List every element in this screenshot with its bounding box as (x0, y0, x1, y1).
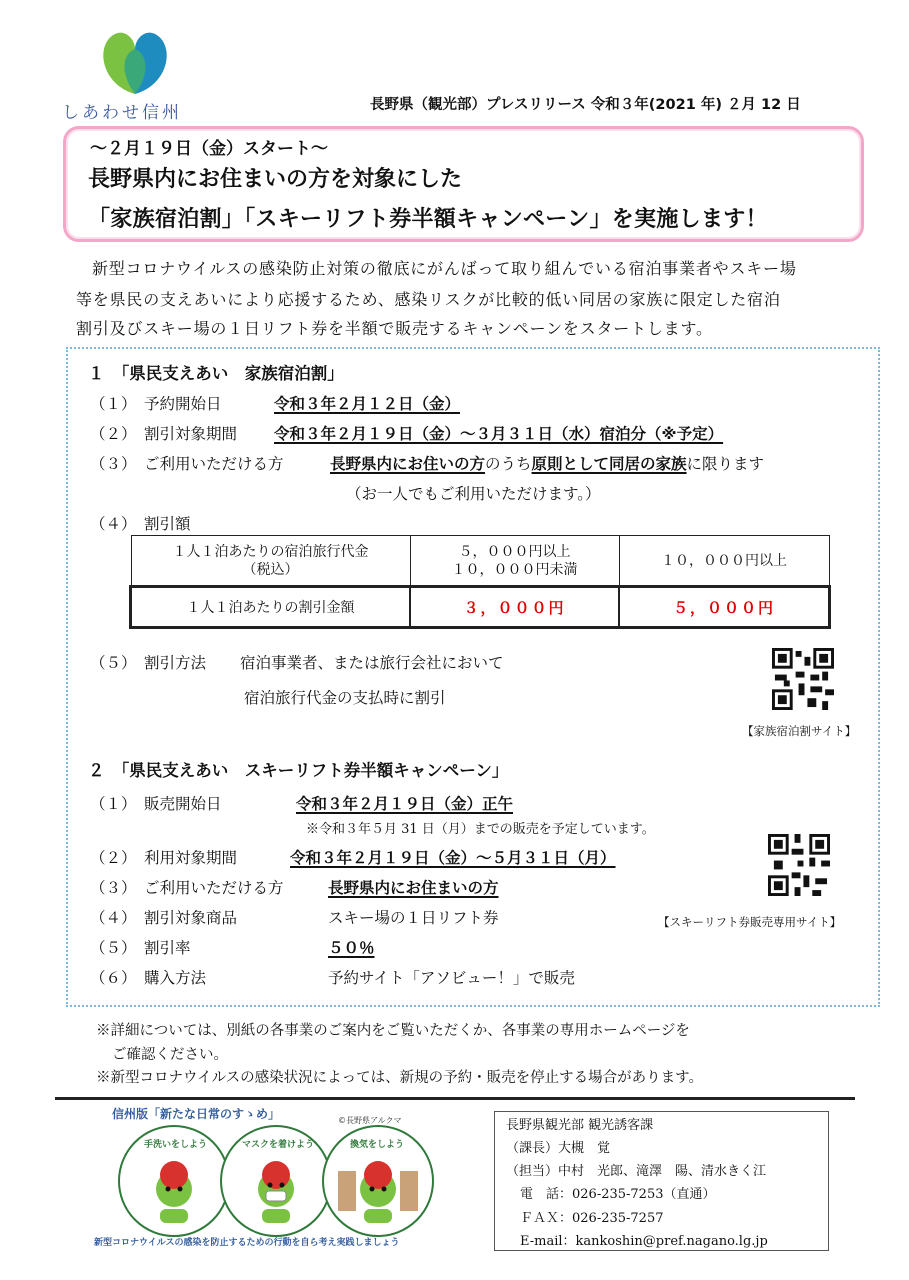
s1-item5-num: （５） (90, 654, 137, 672)
s2-item1-note: ※令和３年５月 31 日（月）までの販売を予定しています。 (306, 822, 655, 837)
contact-fax: ＦＡＸ：026-235-7257 (520, 1211, 664, 1226)
s2-qr-label: 【スキーリフト券販売専用サイト】 (658, 915, 842, 929)
s1-item2-label: 割引対象期間 (144, 425, 238, 443)
contact-chief: （課長）大槻 覚 (506, 1141, 611, 1156)
press-release-line: 長野県（観光部）プレスリリース 令和３年(2021 年) ２月 12 日 (370, 97, 801, 113)
s1-item3-value (330, 452, 764, 474)
mascot-handwash-illustration (118, 1125, 230, 1237)
s2-item6-value: 予約サイト「アソビュー！」で販売 (328, 969, 575, 987)
table-header-label-2: （税込） (242, 562, 299, 578)
mascot-copyright: ©長野県アルクマ (338, 1116, 402, 1125)
note-1a: ※詳細については、別紙の各事業のご案内をご覧いただくか、各事業の専用ホームページを (96, 1023, 690, 1039)
table-row (131, 536, 829, 588)
s2-item2-value: 令和３年２月１９日（金）～５月３１日（月） (290, 849, 616, 867)
note-1b: ご確認ください。 (112, 1047, 228, 1063)
s1-item3-value-d: に限ります (686, 455, 765, 473)
note-2: ※新型コロナウイルスの感染状況によっては、新規の予約・販売を停止する場合があります。 (96, 1070, 703, 1086)
contact-phone: 電 話：026-235-7253（直通） (520, 1187, 716, 1202)
s2-item2-label: 利用対象期間 (144, 849, 238, 867)
footer-divider (55, 1097, 855, 1100)
s2-item1-value: 令和３年２月１９日（金）正午 (296, 795, 514, 813)
contact-staff: （担当）中村 光郎、滝澤 陽、清水きく江 (506, 1164, 767, 1179)
table-header-col2: １０，０００円以上 (619, 536, 829, 588)
mascot-footer-text: 新型コロナウイルスの感染を防止するための行動を自ら考え実践しましょう (94, 1238, 400, 1248)
table-value-col1: ３，０００円 (410, 587, 619, 627)
s1-item3-value-a: 長野県内にお住いの方 (330, 455, 486, 473)
mascot-label-1: 手洗いをしよう (144, 1140, 208, 1150)
section-1-heading: １ 「県民支えあい 家族宿泊割」 (88, 364, 344, 383)
s1-qr-label: 【家族宿泊割サイト】 (742, 724, 857, 738)
qr-code-icon[interactable] (772, 648, 834, 710)
s2-item6-label: 購入方法 (144, 969, 207, 987)
qr-code-icon[interactable] (768, 834, 830, 896)
logo-text: しあわせ信州 (62, 103, 182, 123)
s2-item6-num: （６） (90, 969, 137, 987)
intro-line-3: 割引及びスキー場の１日リフト券を半額で販売するキャンペーンをスタートします。 (76, 319, 713, 338)
s1-item4-label: 割引額 (144, 515, 191, 533)
table-value-col2: ５，０００円 (619, 587, 829, 627)
s2-item1-num: （１） (90, 795, 137, 813)
s1-item3-value-b: のうち (485, 455, 532, 473)
mascot-title: 信州版「新たな日常のすゝめ」 (112, 1107, 281, 1121)
s2-item4-label: 割引対象商品 (144, 909, 238, 927)
s1-item1-value: 令和３年２月１２日（金） (274, 395, 461, 413)
s1-item3-value-c: 原則として同居の家族 (531, 455, 687, 473)
s1-item2-num: （２） (90, 425, 137, 443)
s1-item1-label: 予約開始日 (144, 395, 222, 413)
s2-item5-label: 割引率 (144, 939, 191, 957)
s2-item5-num: （５） (90, 939, 137, 957)
mascot-mask-illustration (220, 1125, 332, 1237)
table-header-col1 (410, 536, 619, 588)
title-sub: ～２月１９日（金）スタート～ (90, 139, 328, 159)
s2-item3-label: ご利用いただける方 (144, 879, 284, 897)
s1-item3-num: （３） (90, 455, 137, 473)
s2-item4-num: （４） (90, 909, 137, 927)
s1-item5-value-2: 宿泊旅行代金の支払時に割引 (244, 689, 446, 707)
s2-item4-value: スキー場の１日リフト券 (328, 909, 499, 927)
s1-item4-num: （４） (90, 515, 137, 533)
mascot-ventilate-illustration (322, 1125, 434, 1237)
intro-line-1: 新型コロナウイルスの感染防止対策の徹底にがんばって取り組んでいる宿泊事業者やスキー場 (92, 259, 797, 278)
s1-item5-value-1: 宿泊事業者、または旅行会社において (240, 654, 504, 672)
s1-item3-label: ご利用いただける方 (144, 455, 284, 473)
table-header-label-1: １人１泊あたりの宿泊旅行代金 (172, 544, 369, 560)
s1-item1-num: （１） (90, 395, 137, 413)
contact-dept: 長野県観光部 観光誘客課 (506, 1118, 654, 1133)
contact-email[interactable]: E-mail：kankoshin@pref.nagano.lg.jp (520, 1234, 768, 1249)
table-header-col1-1: ５，０００円以上 (458, 544, 571, 560)
title-line-2: 「家族宿泊割」「スキーリフト券半額キャンペーン」を実施します！ (88, 207, 768, 232)
table-header-label (131, 536, 410, 588)
s2-item2-num: （２） (90, 849, 137, 867)
table-header-col1-2: １０，０００円未満 (451, 562, 578, 578)
title-line-1: 長野県内にお住まいの方を対象にした (88, 167, 463, 192)
s1-item3-note: （お一人でもご利用いただけます。） (346, 485, 601, 503)
table-row-label: １人１泊あたりの割引金額 (131, 587, 410, 627)
discount-table (130, 535, 830, 628)
s2-item3-value: 長野県内にお住まいの方 (328, 879, 499, 897)
s1-item5-label: 割引方法 (144, 654, 207, 672)
intro-line-2: 等を県民の支えあいにより応援するため、感染リスクが比較的低い同居の家族に限定した宿泊 (76, 290, 781, 309)
s2-item3-num: （３） (90, 879, 137, 897)
s1-item2-value: 令和３年２月１９日（金）～３月３１日（水）宿泊分（※予定） (274, 425, 724, 443)
table-row (131, 587, 829, 627)
mascot-label-2: マスクを着けよう (242, 1140, 315, 1150)
mascot-label-3: 換気をしよう (350, 1140, 405, 1150)
section-2-heading: ２ 「県民支えあい スキーリフト券半額キャンペーン」 (88, 761, 509, 780)
s2-item5-value: ５０％ (328, 939, 375, 957)
s2-item1-label: 販売開始日 (144, 795, 222, 813)
